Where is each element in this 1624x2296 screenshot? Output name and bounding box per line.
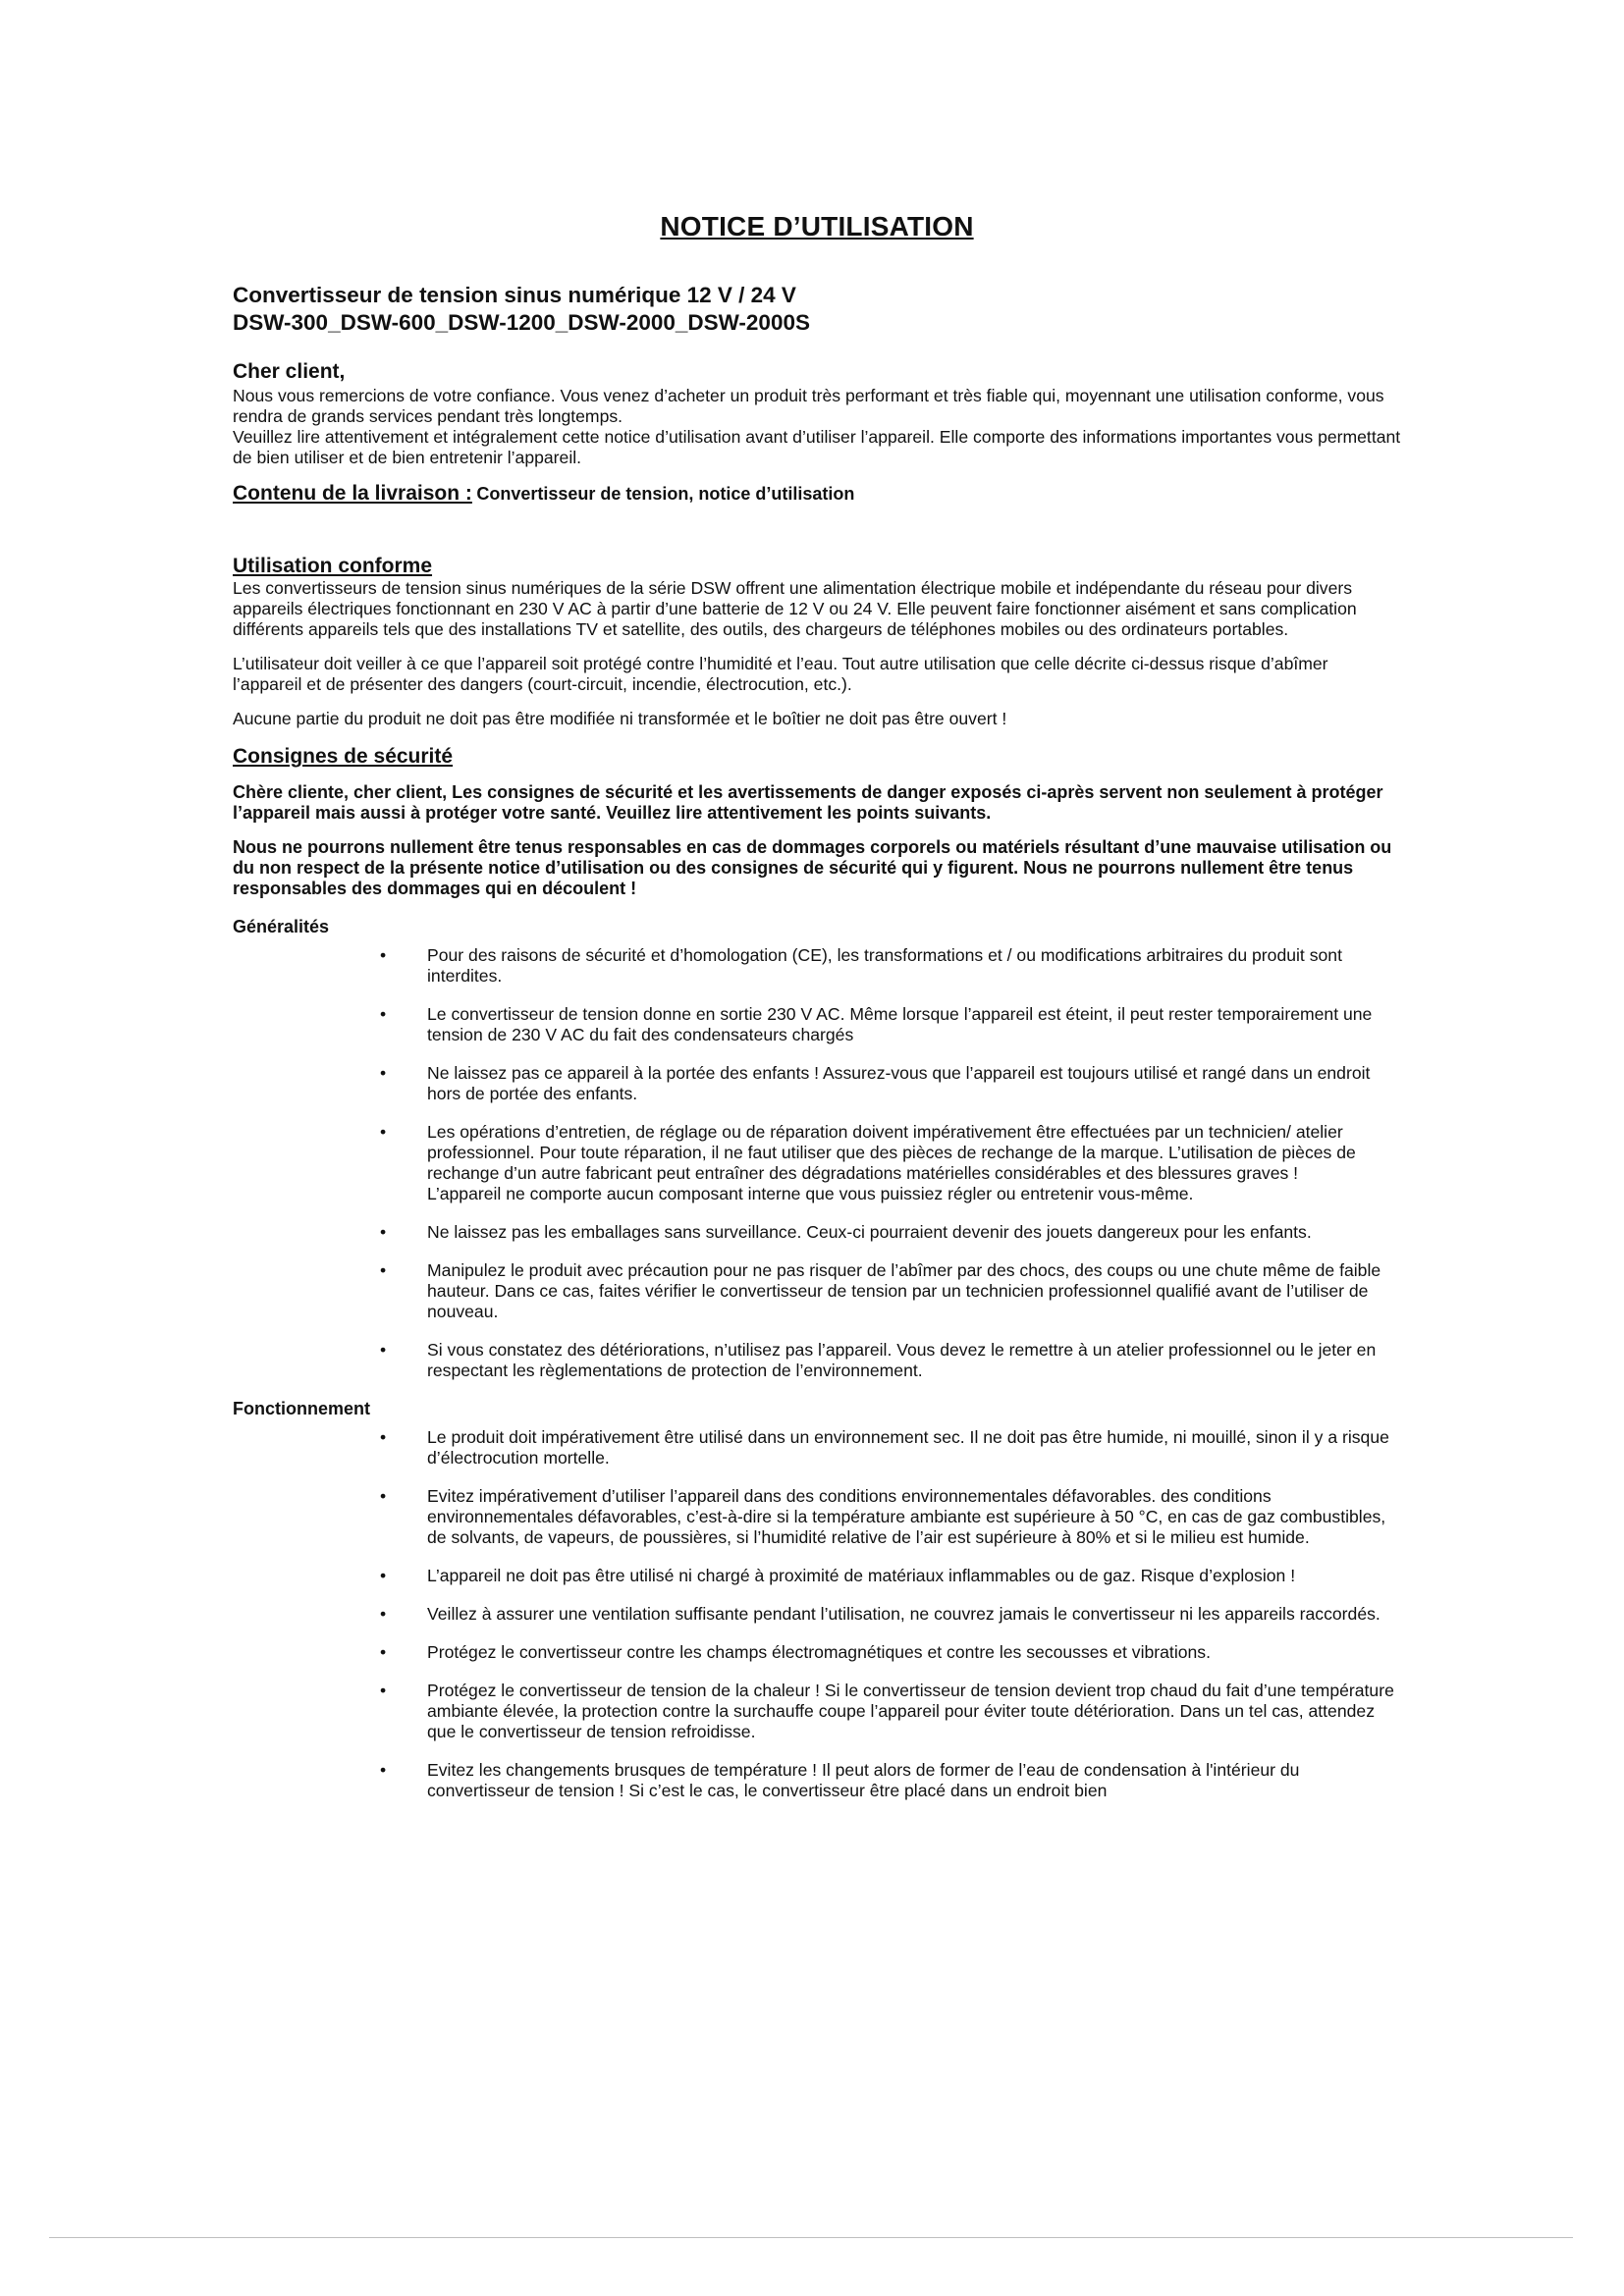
product-subtitle-line1: Convertisseur de tension sinus numérique 12 V / 24 V	[233, 283, 796, 307]
greeting: Cher client,	[233, 360, 346, 383]
list-item-text: Protégez le convertisseur de tension de la chaleur ! Si le convertisseur de tension devient trop chaud du fait d’une température ambiante élevée, la protection contre la surchauffe coupe l’appareil pour éviter toute détérioration. Dans un tel cas, attendez que le convertisseur de tension refroidisse.	[427, 1681, 1394, 1741]
intro-paragraph-2: Veuillez lire attentivement et intégralement cette notice d’utilisation avant d’utiliser l’appareil. Elle comporte des informations importantes vous permettant de bien utiliser et de bien entretenir l’appareil.	[233, 427, 1401, 467]
list-item	[380, 1604, 1401, 1625]
list-item-text: L’appareil ne doit pas être utilisé ni chargé à proximité de matériaux inflammables ou de gaz. Risque d’explosion !	[427, 1566, 1296, 1585]
list-item-text: Si vous constatez des détériorations, n’utilisez pas l’appareil. Vous devez le remettre à un atelier professionnel ou le jeter en respectant les règlementations de protection de l’environnement.	[427, 1340, 1377, 1380]
usage-section	[233, 555, 1401, 729]
bullet-glyph: •	[380, 1260, 387, 1280]
list-item-text: Le produit doit impérativement être utilisé dans un environnement sec. Il ne doit pas être humide, ni mouillé, sinon il y a risque d’électrocution mortelle.	[427, 1427, 1389, 1468]
list-item-text: Les opérations d’entretien, de réglage ou de réparation doivent impérativement être effectuées par un technicien/ atelier professionnel. Pour toute réparation, il ne faut utiliser que des pièces de rechange de la marque. L’utilisation de pièces de rechange d’un autre fabricant peut entraîner des dégradations matérielles considérables et des blessures graves !	[427, 1122, 1356, 1183]
bullet-glyph: •	[380, 1222, 387, 1242]
list-item	[380, 1642, 1401, 1663]
list-item-text: Pour des raisons de sécurité et d’homologation (CE), les transformations et / ou modifications arbitraires du produit sont interdites.	[427, 945, 1342, 986]
list-item	[380, 1427, 1401, 1468]
list-item	[380, 1760, 1401, 1801]
bullet-glyph: •	[380, 1566, 387, 1585]
list-item	[380, 1566, 1401, 1586]
intro-paragraph-1: Nous vous remercions de votre confiance. Vous venez d’acheter un produit très performant et très fiable qui, moyennant une utilisation conforme, vous rendra de grands services pendant très longtemps.	[233, 386, 1384, 426]
bullet-glyph: •	[380, 1681, 387, 1700]
bullet-glyph: •	[380, 1486, 387, 1506]
safety-section	[233, 745, 1401, 1801]
usage-paragraph-3: Aucune partie du produit ne doit pas être modifiée ni transformée et le boîtier ne doit pas être ouvert !	[233, 709, 1007, 728]
bullet-glyph: •	[380, 1642, 387, 1662]
operation-heading: Fonctionnement	[233, 1399, 370, 1418]
list-item	[380, 1122, 1401, 1204]
usage-paragraph-2: L’utilisateur doit veiller à ce que l’appareil soit protégé contre l’humidité et l’eau. Tout autre utilisation que celle décrite ci-dessus risque d’abîmer l’appareil et de présenter des dangers (court-circuit, incendie, électrocution, etc.).	[233, 654, 1328, 694]
list-item	[380, 1340, 1401, 1381]
list-item	[380, 1260, 1401, 1322]
general-list	[380, 945, 1401, 1381]
list-item	[380, 1063, 1401, 1104]
product-subtitle-line2: DSW-300_DSW-600_DSW-1200_DSW-2000_DSW-2000S	[233, 310, 810, 335]
list-item-text-extra: L’appareil ne comporte aucun composant interne que vous puissiez régler ou entretenir vous-même.	[427, 1184, 1194, 1203]
delivery-heading: Contenu de la livraison :	[233, 482, 472, 505]
list-item-text: Evitez impérativement d’utiliser l’appareil dans des conditions environnementales défavorables. des conditions environnementales défavorables, c’est-à-dire si la température ambiante est supérieure à 50 °C, en cas de gaz combustibles, de solvants, de vapeurs, de poussières, si l’humidité relative de l’air est supérieure à 80% et si le milieu est humide.	[427, 1486, 1386, 1547]
bullet-glyph: •	[380, 1063, 387, 1083]
list-item-text: Ne laissez pas ce appareil à la portée des enfants ! Assurez-vous que l’appareil est toujours utilisé et rangé dans un endroit hors de portée des enfants.	[427, 1063, 1371, 1103]
bullet-glyph: •	[380, 1122, 387, 1142]
document-title: NOTICE D’UTILISATION	[660, 211, 974, 241]
delivery-line	[233, 482, 1401, 506]
operation-list	[380, 1427, 1401, 1801]
safety-liability-bold: Nous ne pourrons nullement être tenus responsables en cas de dommages corporels ou matériels résultant d’une mauvaise utilisation ou du non respect de la présente notice d’utilisation ou des consignes de sécurité qui y figurent. Nous ne pourrons nullement être tenus responsables des dommages qui en découlent !	[233, 837, 1392, 898]
list-item-text: Veillez à assurer une ventilation suffisante pendant l’utilisation, ne couvrez jamais le convertisseur ni les appareils raccordés.	[427, 1604, 1380, 1624]
usage-heading: Utilisation conforme	[233, 555, 433, 577]
bullet-glyph: •	[380, 945, 387, 965]
list-item-text: Evitez les changements brusques de température ! Il peut alors de former de l’eau de condensation à l'intérieur du convertisseur de tension ! Si c’est le cas, le convertisseur être placé dans un endroit bien	[427, 1760, 1300, 1800]
bullet-glyph: •	[380, 1760, 387, 1780]
list-item	[380, 1486, 1401, 1548]
list-item	[380, 1681, 1401, 1742]
bullet-glyph: •	[380, 1340, 387, 1360]
bullet-glyph: •	[380, 1427, 387, 1447]
bullet-glyph: •	[380, 1604, 387, 1624]
list-item	[380, 945, 1401, 987]
document-page	[233, 201, 1401, 1819]
list-item-text: Le convertisseur de tension donne en sortie 230 V AC. Même lorsque l’appareil est éteint, il peut rester temporairement une tension de 230 V AC du fait des condensateurs chargés	[427, 1004, 1373, 1044]
footer-divider	[49, 2237, 1573, 2238]
safety-heading: Consignes de sécurité	[233, 745, 454, 768]
general-heading: Généralités	[233, 917, 330, 936]
list-item-text: Manipulez le produit avec précaution pour ne pas risquer de l’abîmer par des chocs, des coups ou une chute même de faible hauteur. Dans ce cas, faites vérifier le convertisseur de tension par un technicien professionnel qualifié avant de l’utiliser de nouveau.	[427, 1260, 1381, 1321]
list-item-text: Ne laissez pas les emballages sans surveillance. Ceux-ci pourraient devenir des jouets dangereux pour les enfants.	[427, 1222, 1312, 1242]
list-item	[380, 1222, 1401, 1243]
usage-paragraph-1: Les convertisseurs de tension sinus numériques de la série DSW offrent une alimentation électrique mobile et indépendante du réseau pour divers appareils électriques fonctionnant en 230 V AC à partir d’une batterie de 12 V ou 24 V. Elle peuvent faire fonctionner aisément et sans complication différents appareils tels que des installations TV et satellite, des outils, des chargeurs de téléphones mobiles ou des ordinateurs portables.	[233, 578, 1357, 639]
safety-intro-bold: Chère cliente, cher client, Les consignes de sécurité et les avertissements de danger exposés ci-après servent non seulement à protéger l’appareil mais aussi à protéger votre santé. Veuillez lire attentivement les points suivants.	[233, 782, 1383, 823]
list-item-text: Protégez le convertisseur contre les champs électromagnétiques et contre les secousses et vibrations.	[427, 1642, 1211, 1662]
bullet-glyph: •	[380, 1004, 387, 1024]
delivery-text: Convertisseur de tension, notice d’utilisation	[476, 484, 855, 504]
list-item	[380, 1004, 1401, 1045]
